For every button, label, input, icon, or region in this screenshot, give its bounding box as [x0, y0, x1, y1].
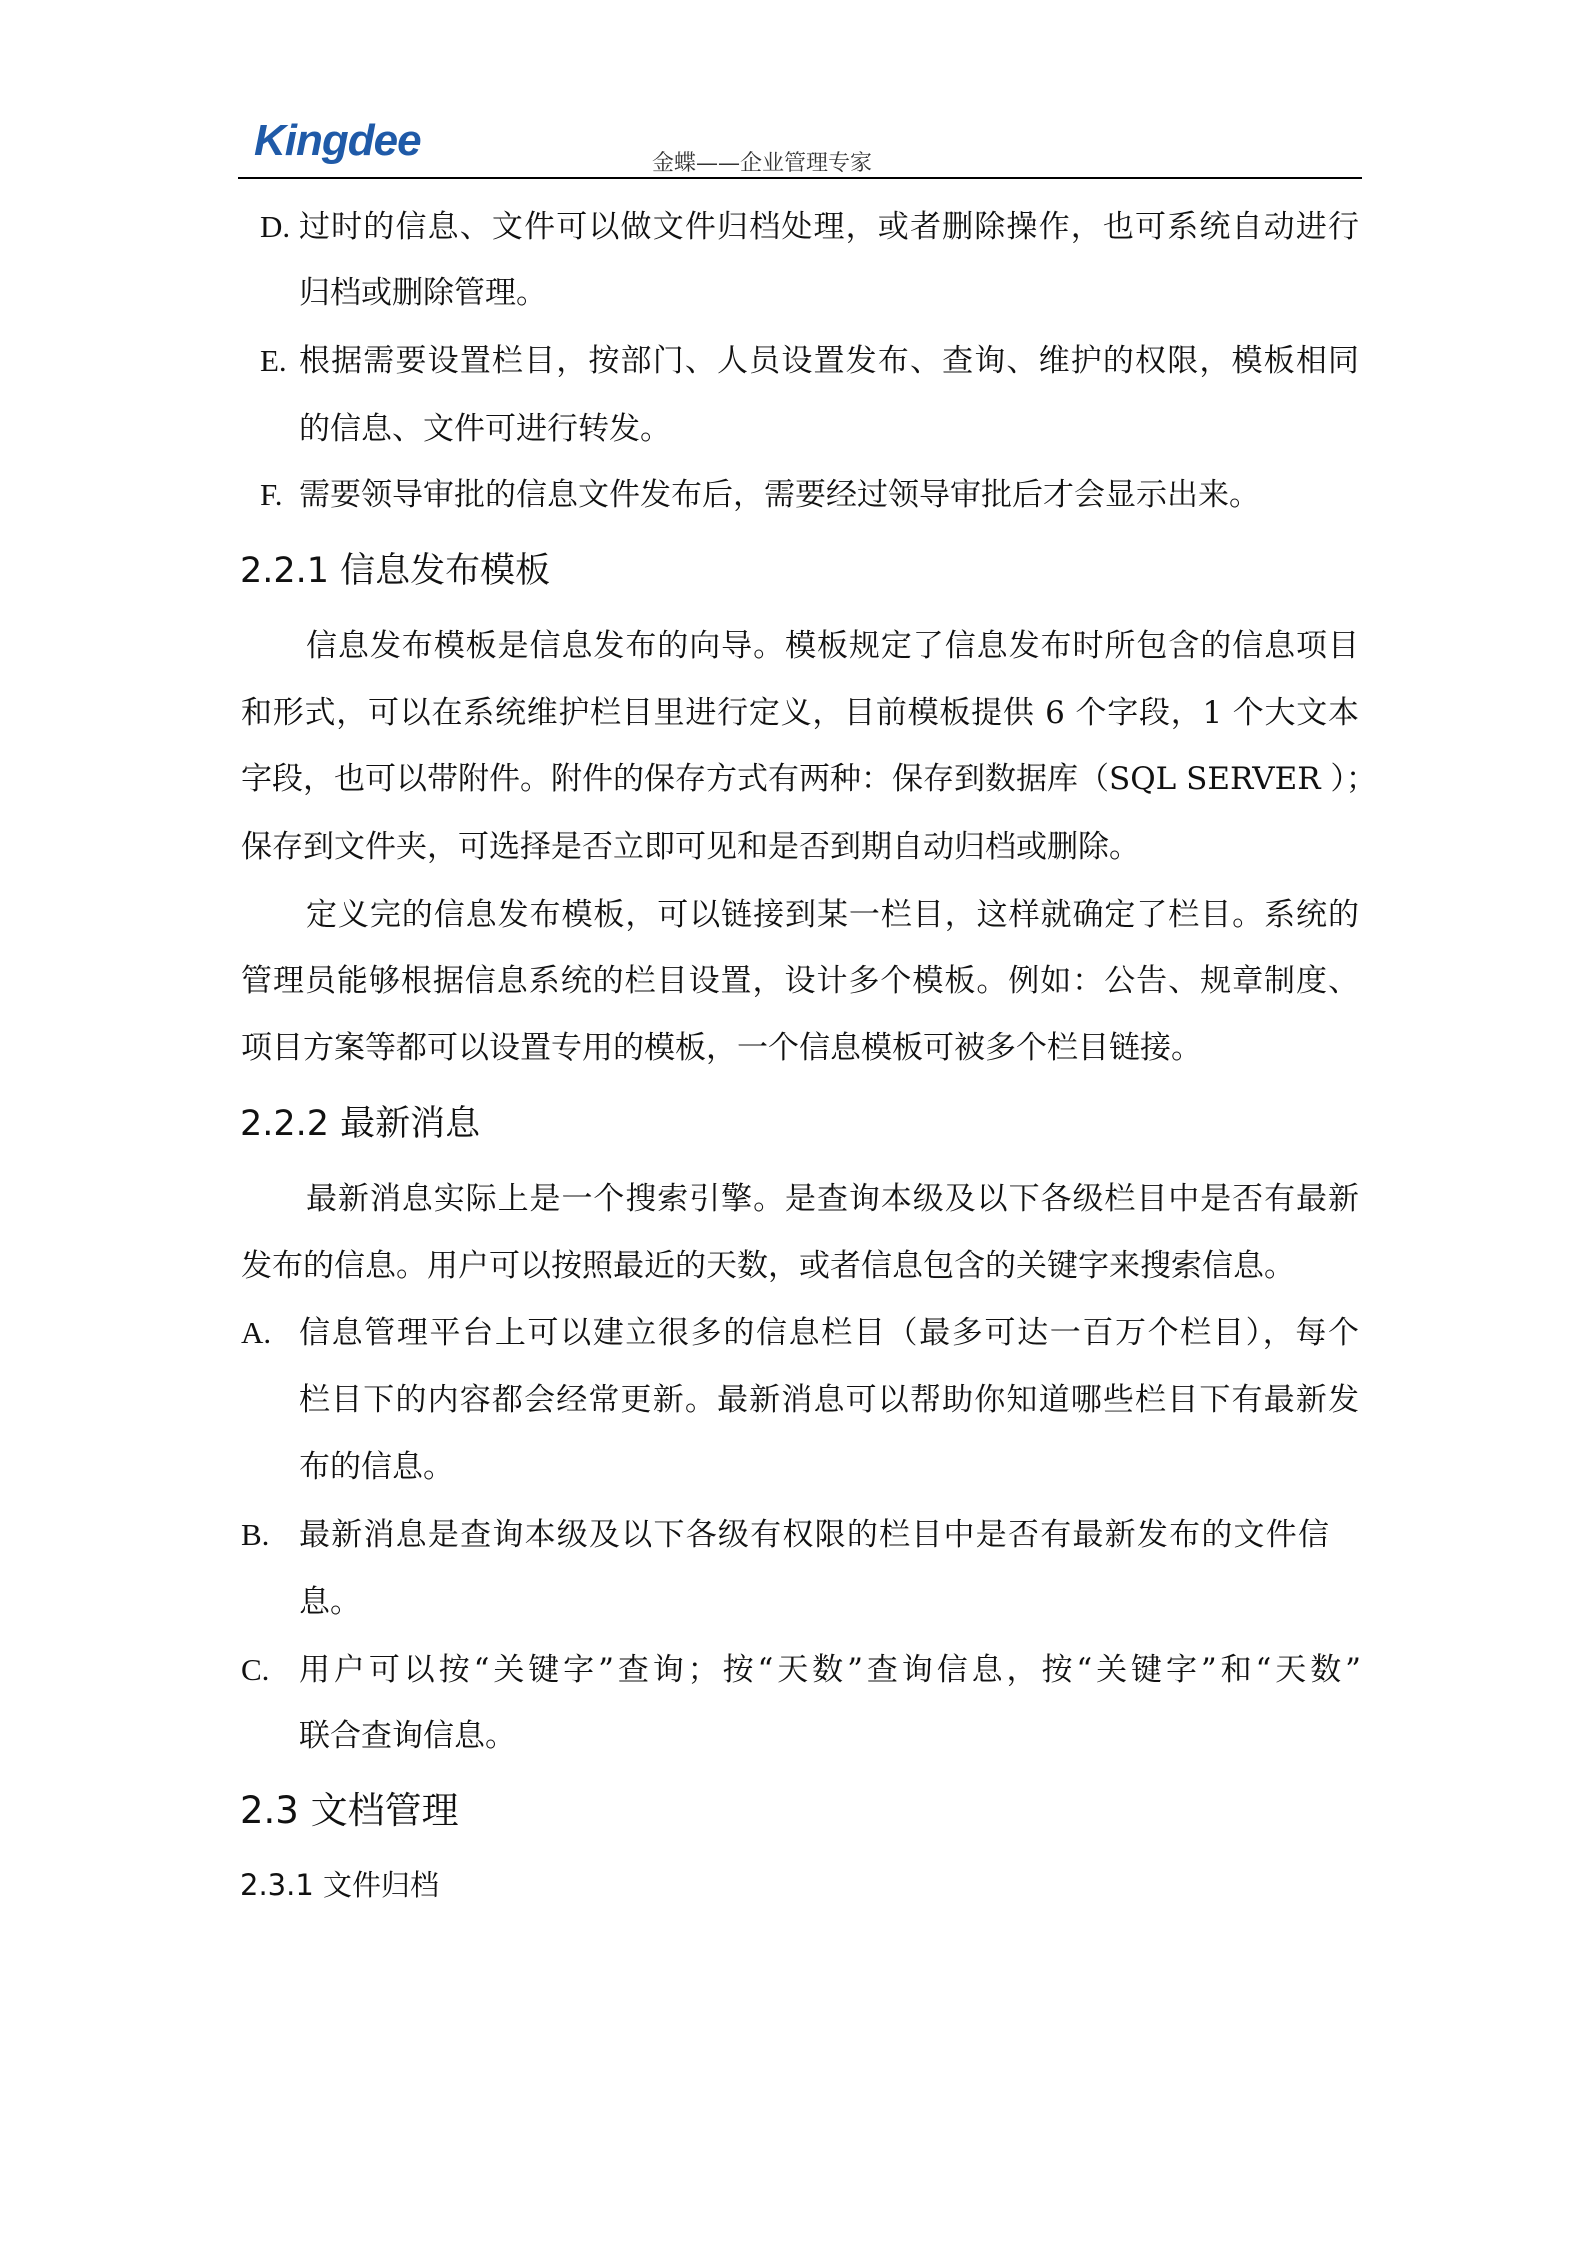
list-item-line: 联合查询信息。 — [299, 1718, 516, 1754]
paragraph-line: 最新消息实际上是一个搜索引擎。是查询本级及以下各级栏目中是否有最新 — [306, 1181, 1359, 1217]
list-item-label: B. — [241, 1517, 270, 1552]
heading-2-3: 2.3 文档管理 — [240, 1789, 459, 1832]
list-item-label: C. — [241, 1652, 270, 1687]
paragraph-line: 和形式，可以在系统维护栏目里进行定义，目前模板提供 6 个字段，1 个大文本 — [241, 695, 1359, 731]
paragraph-line: 保存到文件夹，可选择是否立即可见和是否到期自动归档或删除。 — [241, 829, 1140, 865]
list-item-line: 过时的信息、文件可以做文件归档处理，或者删除操作，也可系统自动进行 — [299, 209, 1359, 245]
paragraph-line: 字段，也可以带附件。附件的保存方式有两种：保存到数据库（SQL SERVER ）； — [241, 761, 1377, 797]
paragraph-line: 项目方案等都可以设置专用的模板，一个信息模板可被多个栏目链接。 — [241, 1030, 1202, 1066]
list-item-label: E. — [260, 343, 287, 378]
list-item-line: 布的信息。 — [299, 1449, 454, 1485]
header-title: 金蝶——企业管理专家 — [652, 151, 873, 176]
list-item-line: 的信息、文件可进行转发。 — [299, 411, 671, 447]
list-item-line: 息。 — [299, 1584, 361, 1620]
list-item-label: A. — [241, 1315, 272, 1350]
paragraph-line: 管理员能够根据信息系统的栏目设置，设计多个模板。例如：公告、规章制度、 — [241, 963, 1359, 999]
list-item-line: 信息管理平台上可以建立很多的信息栏目（最多可达一百万个栏目），每个 — [299, 1315, 1359, 1351]
paragraph-line: 发布的信息。用户可以按照最近的天数，或者信息包含的关键字来搜索信息。 — [241, 1248, 1295, 1284]
heading-2-2-1: 2.2.1 信息发布模板 — [240, 551, 551, 591]
list-item-line: 根据需要设置栏目，按部门、人员设置发布、查询、维护的权限，模板相同 — [299, 343, 1359, 379]
list-item-line: 需要领导审批的信息文件发布后，需要经过领导审批后才会显示出来。 — [299, 477, 1260, 513]
list-item-label: F. — [260, 477, 283, 512]
paragraph-line: 信息发布模板是信息发布的向导。模板规定了信息发布时所包含的信息项目 — [306, 628, 1359, 664]
list-item-line: 归档或删除管理。 — [299, 275, 547, 311]
paragraph-line: 定义完的信息发布模板，可以链接到某一栏目，这样就确定了栏目。系统的 — [306, 897, 1359, 933]
list-item-line: 用户可以按“关键字”查询；按“天数”查询信息，按“关键字”和“天数” — [299, 1652, 1361, 1688]
heading-2-3-1: 2.3.1 文件归档 — [240, 1868, 440, 1902]
header-divider — [238, 177, 1362, 179]
list-item-line: 最新消息是查询本级及以下各级有权限的栏目中是否有最新发布的文件信 — [299, 1517, 1329, 1553]
list-item-label: D. — [260, 209, 291, 244]
list-item-line: 栏目下的内容都会经常更新。最新消息可以帮助你知道哪些栏目下有最新发 — [299, 1382, 1359, 1418]
heading-2-2-2: 2.2.2 最新消息 — [240, 1104, 481, 1144]
kingdee-logo: Kingdee — [254, 116, 421, 165]
